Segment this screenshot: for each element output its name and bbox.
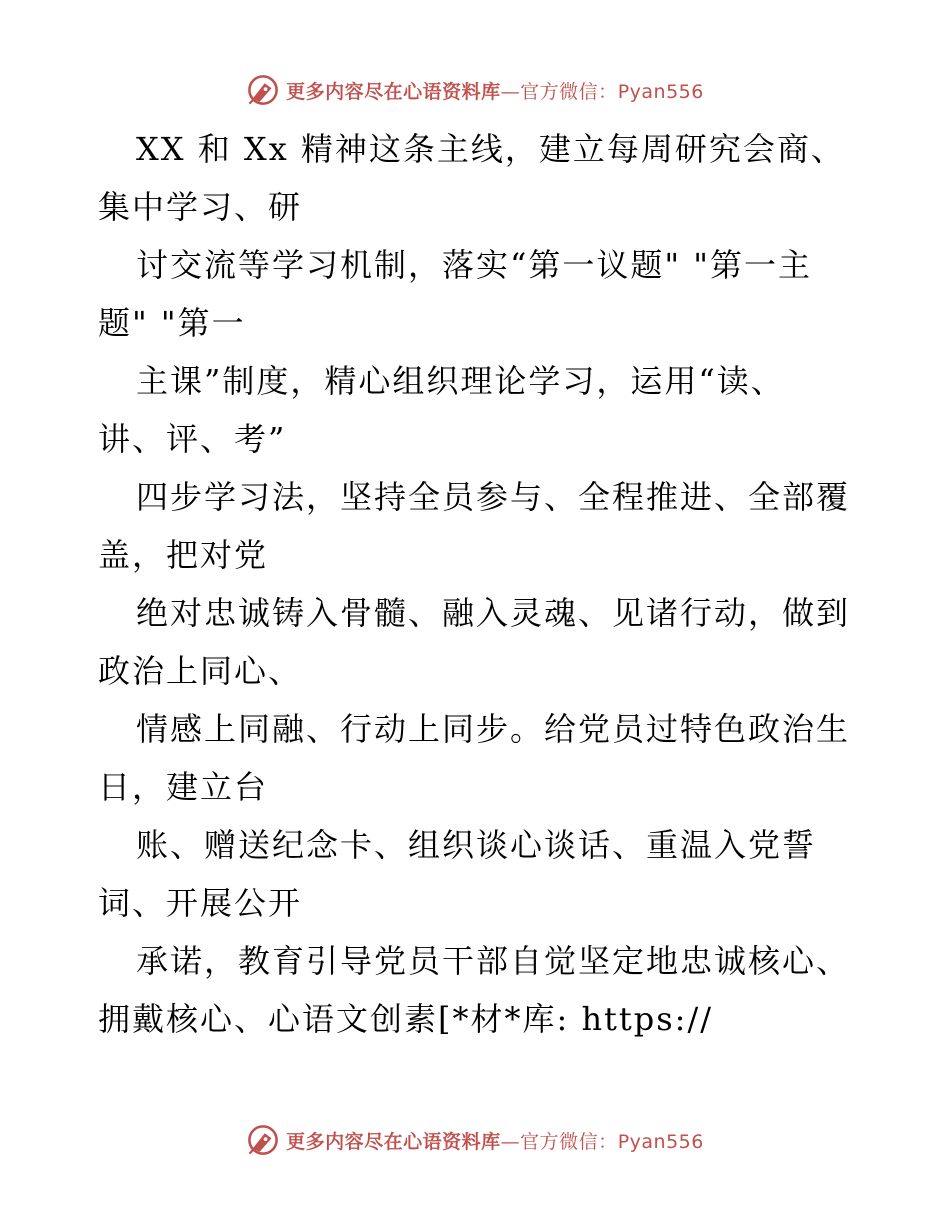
text-line: 绝对忠诚铸入骨髓、融入灵魂、见诸行动，做到 [136,594,851,632]
banner-site-name: 更多内容尽在心语资料库 [286,1130,501,1153]
text-line: 讲、评、考” [98,420,287,458]
banner-dash: — [500,1130,521,1153]
banner-dash: — [500,80,521,103]
text-line: 盖，把对党 [98,536,269,574]
text-line: 承诺，教育引导党员干部自觉坚定地忠诚核心、 [136,942,851,980]
text-line: XX 和 Xx 精神这条主线，建立每周研究会商、 [136,130,845,168]
text-line: 拥戴核心、心语文创素[*材*库: https:// [98,1000,714,1038]
text-line: 日，建立台 [98,768,269,806]
banner-text [286,77,704,104]
footer-banner [0,1120,950,1160]
text-line: 四步学习法，坚持全员参与、全程推进、全部覆 [136,478,851,516]
text-line: 讨交流等学习机制，落实“第一议题" "第一主 [136,246,812,284]
document-body [98,120,868,1048]
text-line: 题" "第一 [98,304,246,342]
pen-nib-logo-icon [246,1123,280,1157]
text-line: 政治上同心、 [98,652,303,690]
banner-wechat-id: Pyan556 [617,1130,704,1153]
pen-nib-logo-icon [246,73,280,107]
banner-wechat-id: Pyan556 [617,80,704,103]
banner-site-name: 更多内容尽在心语资料库 [286,80,501,103]
text-line: 主课”制度，精心组织理论学习，运用“读、 [136,362,785,400]
header-banner [0,70,950,110]
text-line: 情感上同融、行动上同步。给党员过特色政治生 [136,710,851,748]
banner-text [286,1127,704,1154]
text-line: 词、开展公开 [98,884,303,922]
banner-wechat-label: 官方微信： [520,80,618,103]
text-line: 集中学习、研 [98,188,303,226]
text-line: 账、赠送纪念卡、组织谈心谈话、重温入党誓 [136,826,817,864]
banner-wechat-label: 官方微信： [520,1130,618,1153]
